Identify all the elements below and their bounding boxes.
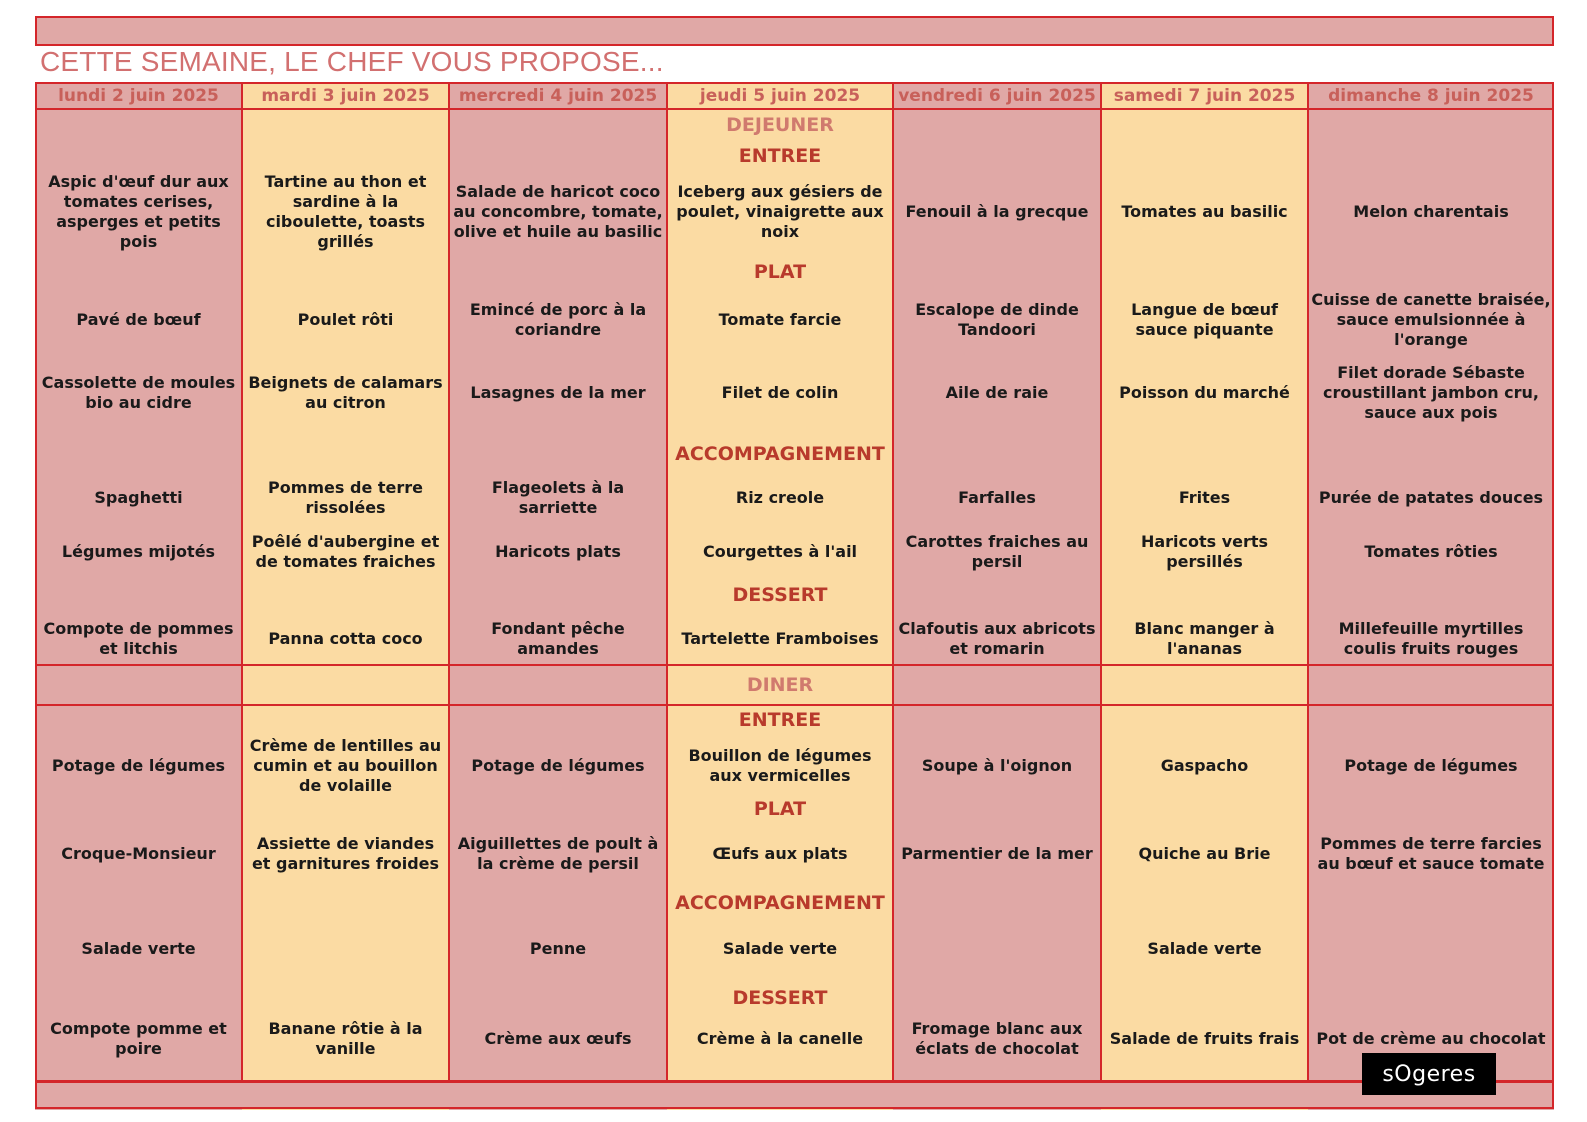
lunch-accompagnement-dish: Poêlé d'aubergine et de tomates fraiches bbox=[251, 532, 440, 571]
lunch-entree-dish: Salade de haricot coco au concombre, tomate, olive et huile au basilic bbox=[453, 182, 663, 241]
dinner-heading: DINER bbox=[746, 674, 814, 696]
dinner-plat-dish: Pommes de terre farcies au bœuf et sauce tomate bbox=[1317, 834, 1545, 873]
lunch-dessert-dish: Panna cotta coco bbox=[268, 629, 423, 648]
weekly-menu-grid bbox=[35, 82, 1554, 1110]
dinner-plat-dish: Assiette de viandes et garnitures froides bbox=[251, 834, 440, 873]
section-accompagnement-heading: ACCOMPAGNEMENT bbox=[675, 892, 885, 914]
lunch-accompagnement-dish: Riz creole bbox=[735, 488, 825, 507]
lunch-accompagnement-dish: Courgettes à l'ail bbox=[702, 542, 858, 561]
lunch-heading: DEJEUNER bbox=[726, 114, 834, 136]
lunch-accompagnement-dish: Purée de patates douces bbox=[1318, 488, 1544, 507]
day-header: samedi 7 juin 2025 bbox=[1113, 86, 1296, 106]
section-entree-heading: ENTREE bbox=[738, 709, 822, 731]
dinner-dessert-dish: Pot de crème au chocolat bbox=[1316, 1029, 1546, 1048]
lunch-plat-dish: Poulet rôti bbox=[297, 310, 394, 329]
dinner-accompagnement-dish: Penne bbox=[529, 939, 587, 958]
section-plat-heading: PLAT bbox=[753, 798, 807, 820]
dinner-plat-dish: Croque-Monsieur bbox=[61, 844, 216, 863]
sogeres-logo: sOgeres bbox=[1362, 1053, 1496, 1095]
section-plat-heading: PLAT bbox=[753, 261, 807, 283]
lunch-accompagnement-dish: Pommes de terre rissolées bbox=[267, 478, 423, 517]
lunch-dessert-dish: Clafoutis aux abricots et romarin bbox=[898, 619, 1096, 658]
dinner-entree-dish: Soupe à l'oignon bbox=[921, 756, 1073, 775]
lunch-dessert-dish: Millefeuille myrtilles coulis fruits rouges bbox=[1338, 619, 1524, 658]
lunch-plat-dish: Pavé de bœuf bbox=[76, 310, 201, 329]
lunch-plat-dish: Filet de colin bbox=[721, 383, 839, 402]
dinner-entree-dish: Potage de légumes bbox=[1344, 756, 1518, 775]
dinner-dessert-dish: Compote pomme et poire bbox=[50, 1019, 227, 1058]
lunch-accompagnement-dish: Flageolets à la sarriette bbox=[491, 478, 625, 517]
lunch-entree-dish: Iceberg aux gésiers de poulet, vinaigrette aux noix bbox=[676, 182, 884, 241]
section-accompagnement-heading: ACCOMPAGNEMENT bbox=[675, 443, 885, 465]
dinner-accompagnement-dish: Salade verte bbox=[81, 939, 196, 958]
top-banner bbox=[35, 16, 1554, 46]
lunch-plat-dish: Langue de bœuf sauce piquante bbox=[1131, 300, 1278, 339]
lunch-entree-dish: Tartine au thon et sardine à la ciboulette, toasts grillés bbox=[264, 172, 427, 251]
dinner-entree-dish: Gaspacho bbox=[1160, 756, 1249, 775]
lunch-entree-dish: Fenouil à la grecque bbox=[905, 202, 1089, 221]
lunch-accompagnement-dish: Légumes mijotés bbox=[61, 542, 216, 561]
dinner-entree-dish: Crème de lentilles au cumin et au bouillon de volaille bbox=[249, 736, 442, 795]
day-header: dimanche 8 juin 2025 bbox=[1328, 86, 1534, 106]
dinner-entree-dish: Bouillon de légumes aux vermicelles bbox=[688, 746, 872, 785]
lunch-plat-dish: Filet dorade Sébaste croustillant jambon cru, sauce aux pois bbox=[1323, 363, 1539, 422]
lunch-dessert-dish: Tartelette Framboises bbox=[681, 629, 879, 648]
bottom-banner bbox=[35, 1081, 1554, 1109]
lunch-accompagnement-dish: Farfalles bbox=[958, 488, 1036, 507]
day-header: mardi 3 juin 2025 bbox=[261, 86, 430, 106]
lunch-plat-dish: Poisson du marché bbox=[1119, 383, 1290, 402]
lunch-plat-dish: Aile de raie bbox=[945, 383, 1049, 402]
lunch-accompagnement-dish: Frites bbox=[1178, 488, 1231, 507]
lunch-dessert-dish: Fondant pêche amandes bbox=[491, 619, 625, 658]
day-header: vendredi 6 juin 2025 bbox=[898, 86, 1096, 106]
dinner-entree-dish: Potage de légumes bbox=[51, 756, 226, 775]
lunch-accompagnement-dish: Haricots plats bbox=[495, 542, 621, 561]
dinner-plat-dish: Quiche au Brie bbox=[1138, 844, 1271, 863]
dinner-accompagnement-dish: Salade verte bbox=[722, 939, 838, 958]
lunch-plat-dish: Cuisse de canette braisée, sauce emulsionnée à l'orange bbox=[1311, 290, 1551, 349]
lunch-plat-dish: Escalope de dinde Tandoori bbox=[915, 300, 1079, 339]
dinner-dessert-dish: Salade de fruits frais bbox=[1109, 1029, 1300, 1048]
dinner-accompagnement-dish: Salade verte bbox=[1147, 939, 1262, 958]
lunch-dessert-dish: Blanc manger à l'ananas bbox=[1134, 619, 1275, 658]
dinner-plat-dish: Parmentier de la mer bbox=[901, 844, 1093, 863]
lunch-plat-dish: Beignets de calamars au citron bbox=[248, 373, 443, 412]
lunch-entree-dish: Tomates au basilic bbox=[1121, 202, 1288, 221]
dinner-dessert-dish: Banane rôtie à la vanille bbox=[268, 1019, 423, 1058]
page-title: CETTE SEMAINE, LE CHEF VOUS PROPOSE... bbox=[40, 46, 664, 77]
section-dessert-heading: DESSERT bbox=[732, 987, 828, 1009]
day-header: jeudi 5 juin 2025 bbox=[699, 86, 861, 106]
lunch-plat-dish: Emincé de porc à la coriandre bbox=[469, 300, 647, 339]
lunch-accompagnement-dish: Tomates rôties bbox=[1364, 542, 1498, 561]
dinner-plat-dish: Œufs aux plats bbox=[712, 844, 848, 863]
dinner-dessert-dish: Crème à la canelle bbox=[696, 1029, 864, 1048]
dinner-entree-dish: Potage de légumes bbox=[471, 756, 645, 775]
lunch-dessert-dish: Compote de pommes et litchis bbox=[43, 619, 234, 658]
lunch-accompagnement-dish: Haricots verts persillés bbox=[1140, 532, 1269, 571]
day-header: mercredi 4 juin 2025 bbox=[458, 86, 658, 106]
lunch-plat-dish: Tomate farcie bbox=[718, 310, 842, 329]
lunch-entree-dish: Melon charentais bbox=[1353, 202, 1509, 221]
lunch-entree-dish: Aspic d'œuf dur aux tomates cerises, asperges et petits pois bbox=[48, 172, 229, 251]
dinner-dessert-dish: Fromage blanc aux éclats de chocolat bbox=[911, 1019, 1083, 1058]
dinner-plat-dish: Aiguillettes de poult à la crème de persil bbox=[457, 834, 659, 873]
lunch-plat-dish: Cassolette de moules bio au cidre bbox=[41, 373, 236, 412]
dinner-dessert-dish: Crème aux œufs bbox=[484, 1029, 632, 1048]
lunch-accompagnement-dish: Carottes fraiches au persil bbox=[905, 532, 1089, 571]
day-header: lundi 2 juin 2025 bbox=[58, 86, 219, 106]
section-dessert-heading: DESSERT bbox=[732, 584, 828, 606]
lunch-plat-dish: Lasagnes de la mer bbox=[470, 383, 646, 402]
lunch-accompagnement-dish: Spaghetti bbox=[94, 488, 183, 507]
section-entree-heading: ENTREE bbox=[738, 145, 822, 167]
